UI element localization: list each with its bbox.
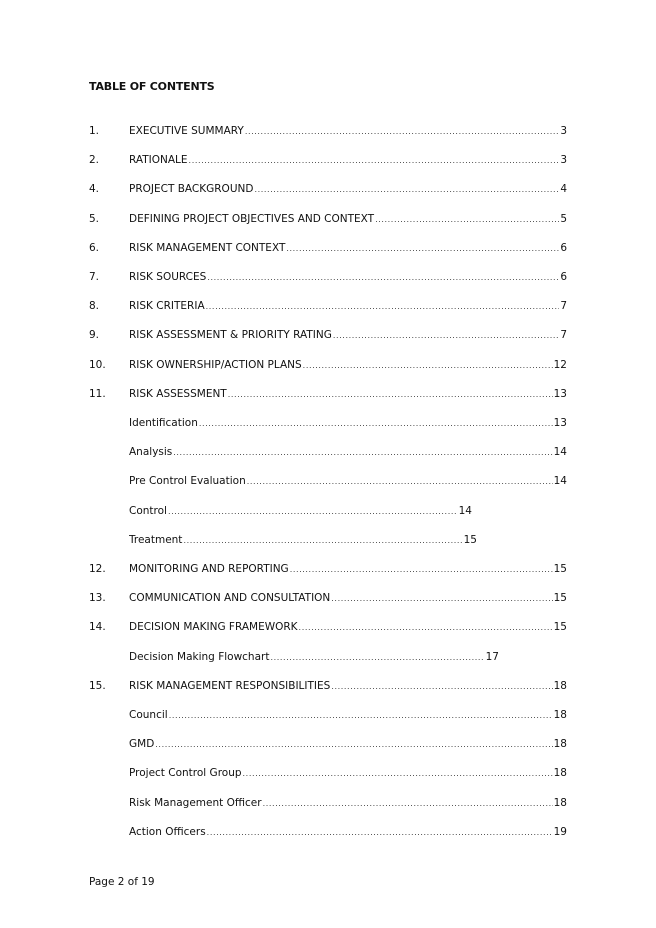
toc-entry-label: RISK CRITERIA <box>129 300 205 312</box>
toc-entry-label: Decision Making Flowchart <box>129 651 270 663</box>
toc-entry[interactable] <box>129 562 567 576</box>
toc-entry[interactable] <box>129 766 567 780</box>
toc-entry-label: COMMUNICATION AND CONSULTATION <box>129 592 331 604</box>
toc-entry-number: 11. <box>89 388 106 400</box>
toc-entry-page: 15 <box>463 534 477 546</box>
toc-entry-page: 12 <box>553 359 567 371</box>
dot-leader <box>228 388 553 401</box>
toc-entry-number: 2. <box>89 154 100 166</box>
dot-leader <box>299 621 553 634</box>
toc-entry-page: 14 <box>553 446 567 458</box>
page-footer: Page 2 of 19 <box>89 876 155 888</box>
toc-entry-page: 15 <box>553 563 567 575</box>
toc-entry-page: 14 <box>553 475 567 487</box>
toc-entry-label: EXECUTIVE SUMMARY <box>129 125 244 137</box>
toc-entry[interactable] <box>129 533 477 547</box>
dot-leader <box>254 183 559 196</box>
toc-entry-label: Identification <box>129 417 198 429</box>
toc-entry-page: 7 <box>560 300 567 312</box>
toc-entry-page: 18 <box>553 709 567 721</box>
toc-entry-number: 7. <box>89 271 100 283</box>
toc-entry-number: 12. <box>89 563 106 575</box>
toc-entry-number: 9. <box>89 329 100 341</box>
toc-entry-page: 18 <box>553 680 567 692</box>
dot-leader <box>290 563 553 576</box>
toc-entry-label: RISK MANAGEMENT CONTEXT <box>129 242 286 254</box>
dot-leader <box>331 592 552 605</box>
toc-entry[interactable] <box>129 445 567 459</box>
toc-entry-number: 15. <box>89 680 106 692</box>
toc-entry[interactable] <box>129 650 499 664</box>
toc-entry-page: 6 <box>560 271 567 283</box>
dot-leader <box>263 797 553 810</box>
dot-leader <box>331 680 552 693</box>
toc-entry-label: RISK ASSESSMENT & PRIORITY RATING <box>129 329 332 341</box>
toc-entry[interactable] <box>129 241 567 255</box>
toc-entry-page: 15 <box>553 621 567 633</box>
toc-entry-page: 4 <box>560 183 567 195</box>
toc-entry-page: 18 <box>553 738 567 750</box>
toc-entry-label: RISK ASSESSMENT <box>129 388 227 400</box>
toc-entry-label: DECISION MAKING FRAMEWORK <box>129 621 298 633</box>
toc-entry-number: 5. <box>89 213 100 225</box>
toc-entry-page: 3 <box>560 154 567 166</box>
dot-leader <box>155 738 552 751</box>
toc-entry-label: Analysis <box>129 446 173 458</box>
toc-entry[interactable] <box>129 474 567 488</box>
toc-entry-label: Council <box>129 709 168 721</box>
toc-entry-label: Action Officers <box>129 826 206 838</box>
toc-entry-page: 14 <box>458 505 472 517</box>
dot-leader <box>270 651 484 664</box>
dot-leader <box>189 154 560 167</box>
dot-leader <box>243 767 553 780</box>
toc-entry[interactable] <box>129 416 567 430</box>
toc-title: TABLE OF CONTENTS <box>89 80 215 93</box>
toc-entry[interactable] <box>129 825 567 839</box>
toc-entry-label: Project Control Group <box>129 767 242 779</box>
toc-entry-page: 13 <box>553 417 567 429</box>
toc-entry-page: 19 <box>553 826 567 838</box>
toc-entry-label: DEFINING PROJECT OBJECTIVES AND CONTEXT <box>129 213 375 225</box>
toc-entry-label: RISK SOURCES <box>129 271 207 283</box>
dot-leader <box>303 359 553 372</box>
toc-entry-page: 7 <box>560 329 567 341</box>
toc-entry-label: MONITORING AND REPORTING <box>129 563 289 575</box>
toc-entry[interactable] <box>129 328 567 342</box>
toc-entry[interactable] <box>129 387 567 401</box>
toc-entry-page: 15 <box>553 592 567 604</box>
dot-leader <box>173 446 552 459</box>
toc-entry[interactable] <box>129 124 567 138</box>
toc-entry-label: Risk Management Officer <box>129 797 262 809</box>
toc-entry-number: 14. <box>89 621 106 633</box>
toc-entry[interactable] <box>129 299 567 313</box>
toc-entry-number: 4. <box>89 183 100 195</box>
toc-entry-label: Control <box>129 505 167 517</box>
toc-entry-number: 6. <box>89 242 100 254</box>
toc-entry[interactable] <box>129 708 567 722</box>
toc-entry-number: 1. <box>89 125 100 137</box>
toc-entry[interactable] <box>129 504 472 518</box>
toc-entry-label: RISK MANAGEMENT RESPONSIBILITIES <box>129 680 331 692</box>
toc-entry-page: 17 <box>485 651 499 663</box>
toc-entry[interactable] <box>129 153 567 167</box>
toc-entry-page: 6 <box>560 242 567 254</box>
toc-entry-label: RISK OWNERSHIP/ACTION PLANS <box>129 359 302 371</box>
dot-leader <box>207 271 559 284</box>
toc-entry[interactable] <box>129 358 567 372</box>
toc-entry-label: GMD <box>129 738 155 750</box>
toc-entry[interactable] <box>129 796 567 810</box>
toc-entry-label: RATIONALE <box>129 154 188 166</box>
toc-entry[interactable] <box>129 679 567 693</box>
dot-leader <box>169 709 553 722</box>
dot-leader <box>183 534 462 547</box>
toc-entry-label: PROJECT BACKGROUND <box>129 183 254 195</box>
toc-entry[interactable] <box>129 182 567 196</box>
dot-leader <box>375 213 559 226</box>
dot-leader <box>168 505 458 518</box>
toc-entry-page: 18 <box>553 797 567 809</box>
dot-leader <box>247 475 553 488</box>
toc-entry[interactable] <box>129 737 567 751</box>
toc-entry[interactable] <box>129 620 567 634</box>
toc-entry-label: Treatment <box>129 534 183 546</box>
dot-leader <box>207 826 553 839</box>
toc-entry-page: 5 <box>560 213 567 225</box>
toc-entry-label: Pre Control Evaluation <box>129 475 246 487</box>
dot-leader <box>286 242 559 255</box>
toc-entry[interactable] <box>129 212 567 226</box>
dot-leader <box>206 300 560 313</box>
dot-leader <box>333 329 559 342</box>
toc-entry-page: 18 <box>553 767 567 779</box>
toc-entry-number: 10. <box>89 359 106 371</box>
toc-entry[interactable] <box>129 591 567 605</box>
toc-entry[interactable] <box>129 270 567 284</box>
toc-entry-number: 13. <box>89 592 106 604</box>
toc-entry-number: 8. <box>89 300 100 312</box>
dot-leader <box>199 417 553 430</box>
dot-leader <box>245 125 559 138</box>
toc-entry-page: 13 <box>553 388 567 400</box>
toc-entry-page: 3 <box>560 125 567 137</box>
